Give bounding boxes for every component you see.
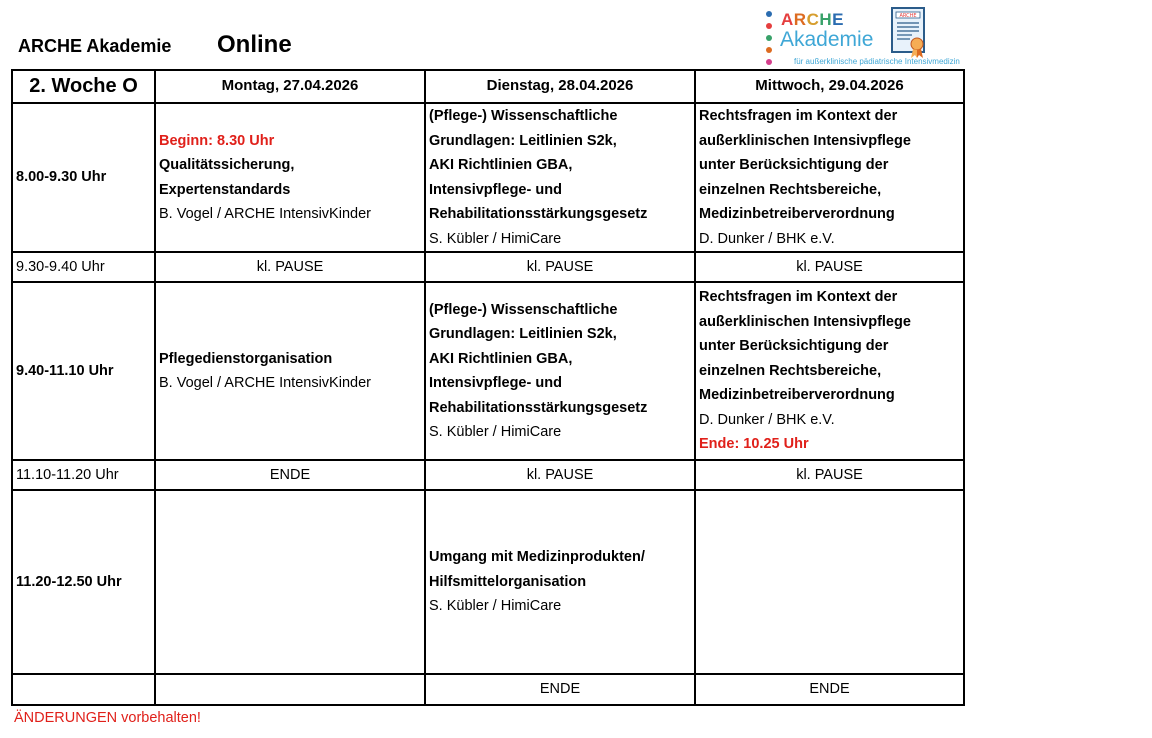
logo-word-arche: ARCHE: [781, 10, 844, 29]
format-label: Online: [217, 31, 292, 58]
session-title: Rechtsfragen im Kontext der: [699, 108, 898, 124]
session-speaker: B. Vogel / ARCHE IntensivKinder: [159, 206, 371, 222]
session-cell: [695, 103, 964, 252]
empty-cell: [695, 490, 964, 674]
session-title: Pflegedienstorganisation: [159, 350, 333, 367]
logo-dot: [766, 11, 772, 17]
session-title: Rehabilitationsstärkungsgesetz: [429, 399, 648, 416]
logo-dot: [766, 59, 772, 65]
table-row: [12, 460, 964, 490]
session-title: außerklinischen Intensivpflege: [699, 313, 911, 330]
logo-tagline: für außerklinische pädiatrische Intensivmedizin: [794, 57, 960, 66]
pause-cell: kl. PAUSE: [155, 252, 425, 282]
session-title: unter Berücksichtigung der: [699, 157, 889, 173]
session-speaker: S. Kübler / HimiCare: [429, 424, 562, 440]
session-title: AKI Richtlinien GBA,: [429, 350, 573, 367]
day-header-tuesday: Dienstag, 28.04.2026: [425, 70, 695, 103]
session-title: Rehabilitationsstärkungsgesetz: [429, 206, 648, 222]
session-title: außerklinischen Intensivpflege: [699, 132, 911, 149]
empty-cell: [12, 674, 155, 705]
session-speaker: S. Kübler / HimiCare: [429, 598, 562, 615]
session-title: einzelnen Rechtsbereiche,: [699, 362, 882, 379]
changes-notice: ÄNDERUNGEN vorbehalten!: [14, 710, 201, 726]
session-title: (Pflege-) Wissenschaftliche: [429, 108, 618, 124]
session-cell: [425, 490, 695, 674]
table-header-row: [12, 70, 964, 103]
table-row: [12, 282, 964, 460]
session-title: Qualitätssicherung,: [159, 157, 295, 173]
time-slot: 9.40-11.10 Uhr: [12, 282, 155, 460]
arche-logo: [762, 6, 962, 68]
session-title: Umgang mit Medizinprodukten/: [429, 549, 645, 566]
session-speaker: B. Vogel / ARCHE IntensivKinder: [159, 375, 371, 391]
logo-dot: [766, 47, 772, 53]
empty-cell: [155, 490, 425, 674]
time-slot: 8.00-9.30 Uhr: [12, 103, 155, 252]
session-speaker: D. Dunker / BHK e.V.: [699, 230, 835, 247]
session-cell: [425, 282, 695, 460]
session-cell: [425, 103, 695, 252]
certificate-icon: [890, 6, 930, 60]
end-note: Ende: 10.25 Uhr: [699, 436, 809, 453]
session-title: Rechtsfragen im Kontext der: [699, 289, 898, 306]
session-title: Medizinbetreiberverordnung: [699, 387, 895, 404]
pause-cell: kl. PAUSE: [695, 252, 964, 282]
org-name: ARCHE Akademie: [18, 36, 172, 56]
session-title: einzelnen Rechtsbereiche,: [699, 181, 882, 198]
session-title: Expertenstandards: [159, 181, 291, 198]
time-slot: 9.30-9.40 Uhr: [12, 252, 155, 282]
time-slot: 11.10-11.20 Uhr: [12, 460, 155, 490]
session-title: (Pflege-) Wissenschaftliche: [429, 301, 618, 318]
week-label: 2. Woche O: [12, 70, 155, 103]
session-speaker: S. Kübler / HimiCare: [429, 230, 562, 247]
day-header-wednesday: Mittwoch, 29.04.2026: [695, 70, 964, 103]
session-title: AKI Richtlinien GBA,: [429, 157, 573, 173]
session-title: Intensivpflege- und: [429, 375, 562, 391]
logo-dot: [766, 23, 772, 29]
day-header-monday: Montag, 27.04.2026: [155, 70, 425, 103]
pause-cell: kl. PAUSE: [425, 460, 695, 490]
start-note: Beginn: 8.30 Uhr: [159, 132, 275, 149]
pause-cell: kl. PAUSE: [425, 252, 695, 282]
logo-word-akademie: Akademie: [780, 28, 874, 51]
table-row: [12, 252, 964, 282]
session-title: Grundlagen: Leitlinien S2k,: [429, 326, 617, 342]
session-speaker: D. Dunker / BHK e.V.: [699, 411, 835, 428]
session-cell: [155, 103, 425, 252]
svg-text:ARCHE: ARCHE: [899, 13, 917, 19]
logo-dot: [766, 35, 772, 41]
end-cell: ENDE: [155, 460, 425, 490]
session-cell: [155, 282, 425, 460]
session-title: Hilfsmittelorganisation: [429, 573, 587, 590]
schedule-table: [11, 69, 965, 706]
time-slot: 11.20-12.50 Uhr: [12, 490, 155, 674]
empty-cell: [155, 674, 425, 705]
end-cell: ENDE: [425, 674, 695, 705]
table-row: [12, 674, 964, 705]
session-title: Medizinbetreiberverordnung: [699, 206, 895, 222]
table-row: [12, 490, 964, 674]
session-cell: [695, 282, 964, 460]
session-title: unter Berücksichtigung der: [699, 338, 889, 355]
end-cell: ENDE: [695, 674, 964, 705]
session-title: Grundlagen: Leitlinien S2k,: [429, 132, 617, 149]
pause-cell: kl. PAUSE: [695, 460, 964, 490]
table-row: [12, 103, 964, 252]
session-title: Intensivpflege- und: [429, 181, 562, 198]
